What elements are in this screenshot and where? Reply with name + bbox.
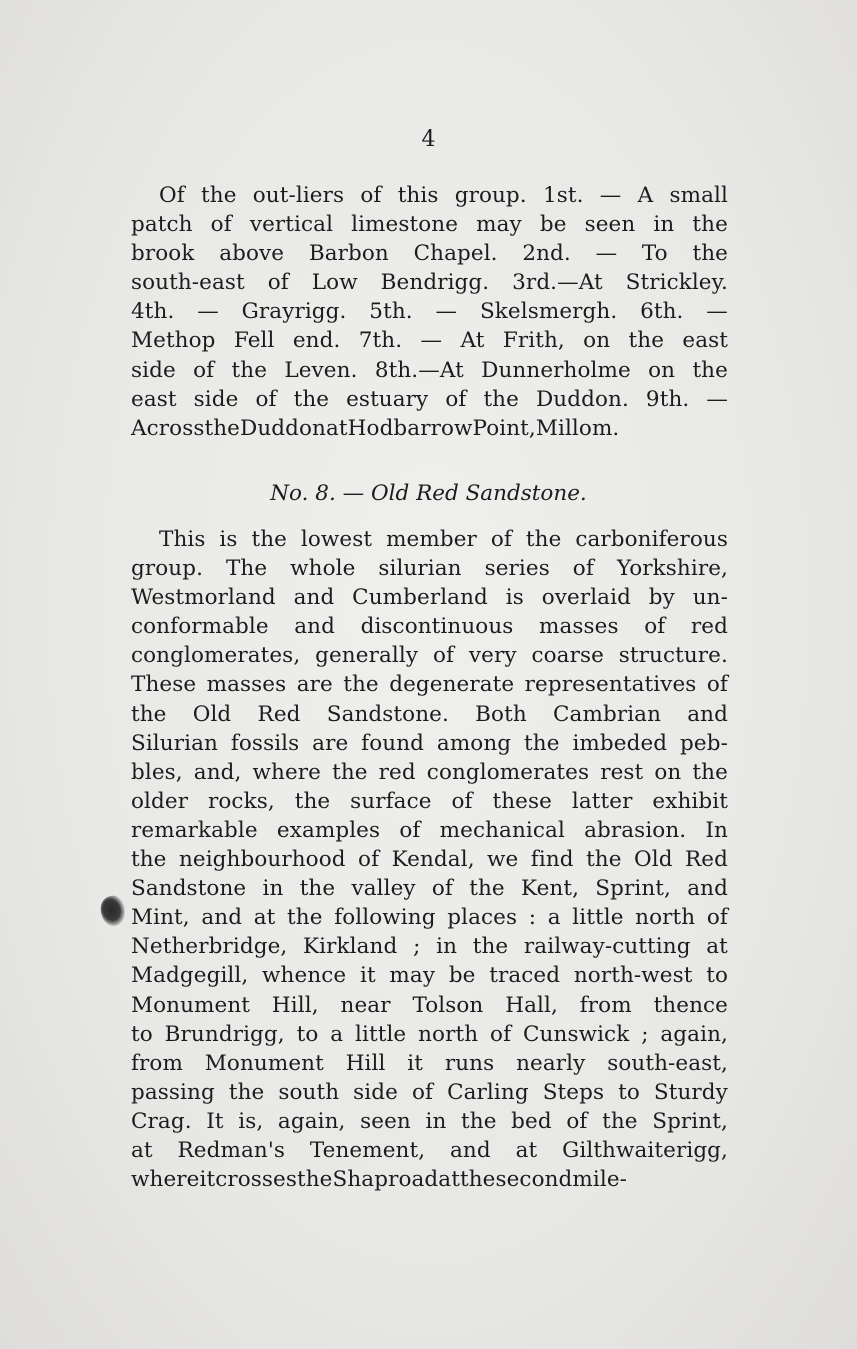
text-line: east side of the estuary of the Duddon. 9th. — — [131, 386, 728, 412]
text-line: group. The whole silurian series of Yorkshire, — [131, 556, 728, 582]
text-line: conformable and discontinuous masses of red — [131, 614, 728, 640]
paragraph-out-liers — [131, 181, 728, 443]
text-line: side of the Leven. 8th.—At Dunnerholme on the — [131, 357, 728, 383]
text-line: Westmorland and Cumberland is overlaid by un- — [131, 585, 728, 611]
text-line: Across the Duddon at Hodbarrow Point, Millom. — [131, 415, 620, 441]
section-dash: — — [335, 481, 371, 506]
text-line: Sandstone in the valley of the Kent, Sprint, and — [131, 876, 728, 902]
text-line: 4th. — Grayrigg. 5th. — Skelsmergh. 6th. — — [131, 299, 728, 325]
section-number: No. 8. — [270, 481, 336, 506]
text-line: at Redman's Tenement, and at Gilthwaiterigg, — [131, 1137, 728, 1163]
text-line: older rocks, the surface of these latter exhibit — [131, 788, 728, 814]
text-line: Methop Fell end. 7th. — At Frith, on the east — [131, 328, 728, 354]
text-line: from Monument Hill it runs nearly south-east, — [131, 1050, 728, 1076]
text-line: Mint, and at the following places : a little north of — [131, 905, 728, 931]
text-line: conglomerates, generally of very coarse structure. — [131, 643, 728, 669]
text-line: This is the lowest member of the carboniferous — [159, 527, 728, 552]
text-line: the Old Red Sandstone. Both Cambrian and — [131, 701, 728, 727]
text-line: bles, and, where the red conglomerates rest on the — [131, 759, 728, 785]
text-line: the neighbourhood of Kendal, we find the Old Red — [131, 847, 728, 873]
text-line: patch of vertical limestone may be seen in the — [131, 212, 728, 238]
text-line: Of the out-liers of this group. 1st. — A small — [159, 183, 728, 208]
section-heading — [0, 479, 857, 509]
text-line: These masses are the degenerate representatives of — [131, 672, 728, 698]
paragraph-old-red-sandstone — [131, 525, 728, 1194]
section-title: Old Red Sandstone. — [370, 481, 587, 506]
text-line: where it crosses the Shap road at the second mile- — [131, 1167, 628, 1193]
text-line: brook above Barbon Chapel. 2nd. — To the — [131, 241, 728, 267]
text-line: Monument Hill, near Tolson Hall, from thence — [131, 992, 728, 1018]
ink-smudge — [97, 893, 129, 929]
text-line: Madgegill, whence it may be traced north-west to — [131, 963, 728, 989]
text-line: remarkable examples of mechanical abrasion. In — [131, 817, 728, 843]
page-number: 4 — [421, 127, 436, 152]
text-line: to Brundrigg, to a little north of Cunswick ; again, — [131, 1021, 728, 1047]
text-line: south-east of Low Bendrigg. 3rd.—At Strickley. — [131, 270, 728, 296]
text-line: Crag. It is, again, seen in the bed of the Sprint, — [131, 1108, 728, 1134]
text-line: Silurian fossils are found among the imbeded peb- — [131, 730, 728, 756]
text-line: Netherbridge, Kirkland ; in the railway-cutting at — [131, 934, 728, 960]
text-line: passing the south side of Carling Steps to Sturdy — [131, 1079, 728, 1105]
